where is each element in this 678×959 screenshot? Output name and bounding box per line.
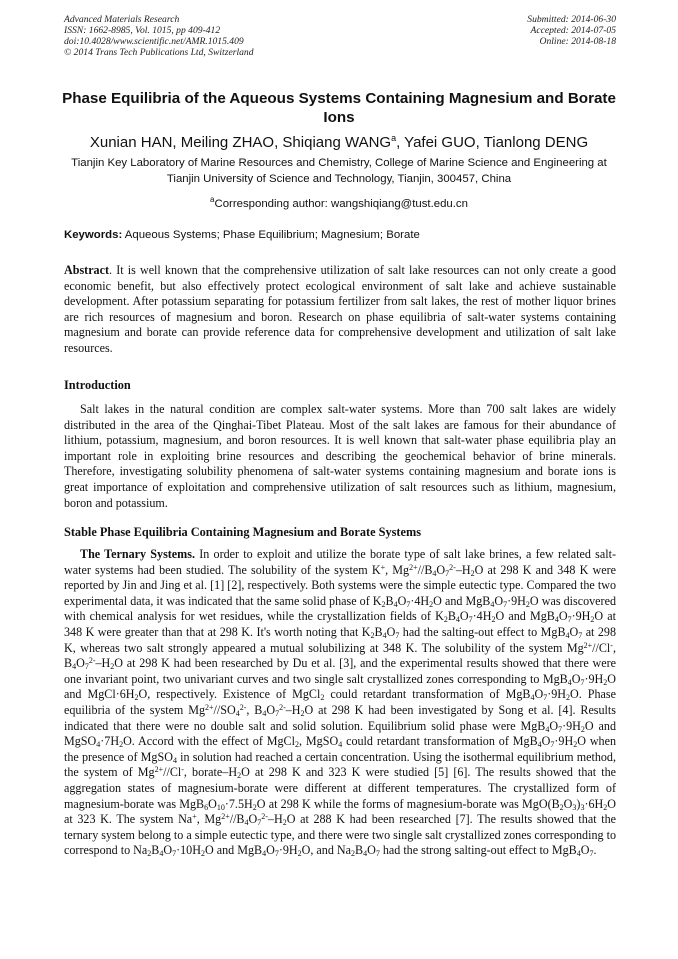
subscript: 7 <box>275 708 280 718</box>
text-run: O <box>563 796 573 811</box>
authors-before-mark: Xunian HAN, Meiling ZHAO, Shiqiang WANG <box>89 134 392 151</box>
text-run: ·4H <box>410 593 430 608</box>
superscript: 2+ <box>583 640 593 650</box>
keywords <box>64 228 616 242</box>
superscript: + <box>192 812 197 822</box>
subscript: 2 <box>295 740 299 750</box>
subscript: 7 <box>567 615 572 625</box>
text-run: O <box>367 843 376 858</box>
subscript: 4 <box>545 724 550 734</box>
text-run: ·4H <box>472 609 492 624</box>
subscript: 7 <box>580 677 585 687</box>
subscript: 7 <box>503 599 508 609</box>
text-run: ) <box>576 796 581 811</box>
accepted-date: Accepted: 2014-07-05 <box>530 25 616 36</box>
text-run: , Mg <box>385 562 410 577</box>
text-run: O <box>494 593 504 608</box>
subscript: 10 <box>216 802 225 812</box>
text-run: had the strong salting-out effect to MgB <box>379 843 577 858</box>
text-run: O at 298 K and 348 K were reported by Jin and Jing et al. [1] [2], respectively. Both systems were the simple eutectic type. Compared the two experimental data, it was indicated that the same solid phase of K <box>64 562 616 608</box>
abstract-text: . It is well known that the comprehensive utilization of salt lake resources can not only create a good economic benefit, but also effectively protect ecological environment of salt lake and achieve sustainable development. After potassium separating for potassium fertilizer from salt lakes, the rest of mother liquor brines are rich resources of magnesium and boron. Research on phase equilibria of salt-water systems containing magnesium and borate can provide reference data for comprehensive development and utilization of salt lake resources. <box>64 263 616 355</box>
text-run: , MgSO <box>299 734 339 749</box>
subscript: 2 <box>525 599 530 609</box>
text-run: B <box>447 609 456 624</box>
subscript: 4 <box>96 740 101 750</box>
subscript: 2 <box>297 849 302 859</box>
subscript: 2 <box>282 818 287 828</box>
ternary-body <box>64 547 616 857</box>
subscript: 7 <box>558 724 563 734</box>
text-run: O <box>386 624 396 639</box>
text-run: ·9H <box>562 718 581 733</box>
subscript: 7 <box>550 740 555 750</box>
text-run: O at 298 K had been researched by Du et al. [3], and the experimental results showed that there were one invariant point, two univariant curves and two single salt crystallized zones corresponding to MgB <box>64 656 616 686</box>
subscript: 4 <box>159 849 164 859</box>
text-run: ·9H <box>584 671 604 686</box>
text-run: O <box>266 843 275 858</box>
journal-name: Advanced Materials Research <box>64 14 180 25</box>
text-run: O <box>541 734 551 749</box>
paper-title: Phase Equilibria of the Aqueous Systems Containing Magnesium and Borate Ions <box>62 90 616 126</box>
subscript: 4 <box>382 630 387 640</box>
keywords-text: Aqueous Systems; Phase Equilibrium; Magnesium; Borate <box>124 229 420 241</box>
subscript: 4 <box>432 568 437 578</box>
abstract-label: Abstract <box>64 263 110 277</box>
superscript: 2- <box>239 702 247 712</box>
text-run: O <box>571 671 581 686</box>
text-run: –H <box>455 562 471 577</box>
text-run: . <box>593 843 597 858</box>
subscript: 7 <box>578 630 583 640</box>
subscript: 2 <box>580 724 585 734</box>
subscript: 4 <box>554 615 559 625</box>
text-run: O at 298 K and 323 K were studied [5] [6]. The results showed that the aggregation states of magnesium-borate were different at different temperatures. The crystallized form of magnesium-borate was MgB <box>64 765 617 811</box>
text-run: –H <box>267 812 283 827</box>
online-date: Online: 2014-08-18 <box>539 36 616 47</box>
text-run: O <box>248 812 258 827</box>
superscript: - <box>181 765 184 775</box>
text-run: O at 298 K while the forms of magnesium-borate was MgO(B <box>256 796 560 811</box>
text-run: , borate–H <box>183 765 238 780</box>
text-run: O and MgB <box>495 609 555 624</box>
subscript: 4 <box>244 818 249 828</box>
subscript: 4 <box>172 755 177 765</box>
subscript: 7 <box>445 568 450 578</box>
introduction-heading: Introduction <box>64 378 131 392</box>
text-run: O. Phase equilibria of the system Mg <box>64 687 616 717</box>
text-run: , Mg <box>196 812 222 827</box>
text-run: O <box>76 656 85 671</box>
text-run: O and MgCl·6H <box>64 671 616 702</box>
subscript: 4 <box>262 849 267 859</box>
text-run: ·9H <box>507 593 526 608</box>
subscript: 2 <box>491 615 496 625</box>
subscript: 7 <box>274 849 279 859</box>
publication-dates <box>416 14 616 47</box>
author-affil-mark: a <box>391 133 397 143</box>
subscript: 2 <box>110 662 115 672</box>
text-run: //SO <box>213 702 236 717</box>
text-run: O <box>397 593 407 608</box>
introduction-paragraph: Salt lakes in the natural condition are complex salt-water systems. More than 700 salt lakes are widely distributed in the area of the Qinghai-Tibet Plateau. Most of the salt lakes are famous for their abundance of lithium, potassium, magnesium, and boron resources. It is well known that salt-water phase equilibria play an important role in exploiting brine resources and describing the geochemical behavior of brine minerals. Therefore, investigating solubility phenomena of salt-water systems containing magnesium and borate ions is great importance of exploitation and comprehensive utilization of salt resources such as lithium, magnesium, boron and potassium. <box>64 402 616 510</box>
subscript: 2 <box>320 693 325 703</box>
affiliation: Tianjin Key Laboratory of Marine Resources and Chemistry, College of Marine Science and Engineering at Tianjin University of Science and Technology, Tianjin, 300457, China <box>71 157 607 185</box>
text-run: O <box>558 609 568 624</box>
superscript: 2- <box>261 812 268 822</box>
superscript: 2+ <box>205 702 214 712</box>
text-run: In order to exploit and utilize the borate type of salt lake brines, a few related salt-water systems had been studied. The solubility of the system K <box>64 547 616 577</box>
subscript: 4 <box>363 849 368 859</box>
text-run: //Cl <box>163 765 182 780</box>
text-run: B <box>151 843 160 858</box>
corresponding-author <box>70 193 608 211</box>
text-run: , B <box>246 702 263 717</box>
text-run: O <box>549 718 559 733</box>
keywords-label: Keywords: <box>64 229 123 241</box>
subscript: 4 <box>72 662 77 672</box>
superscript: 2+ <box>154 765 164 775</box>
text-run: ·7H <box>100 734 120 749</box>
superscript: 2- <box>88 656 96 666</box>
text-run: ·6H <box>584 796 604 811</box>
subscript: 4 <box>338 740 343 750</box>
text-run: could retardant transformation of MgB <box>342 734 538 749</box>
text-run: O. Accord with the effect of MgCl <box>123 734 295 749</box>
text-run: O at 348 K were greater than that at 298 K. It's worth noting that K <box>64 609 616 639</box>
submitted-date: Submitted: 2014-06-30 <box>527 14 616 25</box>
subscript: 2 <box>252 802 257 812</box>
text-run: at 298 K, whereas two salt strongly appeared a mutual solubilizing at 348 K. The solubility of the system Mg <box>64 624 616 655</box>
text-run: O <box>459 609 469 624</box>
corresponding-email[interactable]: Corresponding author: wangshiqiang@tust.edu.cn <box>214 197 468 210</box>
subscript: 2 <box>566 693 570 703</box>
subscript: 7 <box>406 599 411 609</box>
subscript: 2 <box>300 708 305 718</box>
subscript: 7 <box>84 662 89 672</box>
subscript: 2 <box>559 802 564 812</box>
ternary-systems-paragraph <box>64 547 616 859</box>
section-heading-stable-phase: Stable Phase Equilibria Containing Magnesium and Borate Systems <box>64 525 421 539</box>
text-run: //B <box>229 812 245 827</box>
subscript: 2 <box>237 771 242 781</box>
subscript: 4 <box>262 708 267 718</box>
subscript: 2 <box>200 849 205 859</box>
subscript: 2 <box>590 615 595 625</box>
subscript: 4 <box>393 599 398 609</box>
abstract <box>64 263 616 357</box>
text-run: O at 288 K had been researched [7]. The results showed that the ternary system belong to a simple eutectic type, and there were two single salt crystallized zones corresponding to correspond to Na <box>64 812 616 858</box>
subscript: 2 <box>470 568 475 578</box>
superscript: 2+ <box>409 562 418 572</box>
text-run: O, respectively. Existence of MgCl <box>138 687 321 702</box>
text-run: O and MgB <box>433 593 491 608</box>
subscript: 2 <box>147 849 152 859</box>
subscript: 2 <box>429 599 434 609</box>
superscript: - <box>610 640 613 650</box>
text-run: ·10H <box>176 843 201 858</box>
text-run: , B <box>64 640 616 671</box>
text-run: B <box>385 593 394 608</box>
superscript: 2- <box>449 562 456 572</box>
text-run: O and MgB <box>204 843 263 858</box>
subscript: 2 <box>573 740 578 750</box>
subscript: 4 <box>235 708 240 718</box>
text-run: B <box>355 843 364 858</box>
text-run: O <box>266 702 276 717</box>
subscript: 6 <box>204 802 209 812</box>
issn-line: ISSN: 1662-8985, Vol. 1015, pp 409-412 <box>64 25 221 36</box>
subscript: 7 <box>172 849 177 859</box>
subscript: 7 <box>468 615 473 625</box>
text-run: ·9H <box>554 734 574 749</box>
superscript: 2+ <box>221 812 230 822</box>
subscript: 2 <box>603 677 608 687</box>
subscript: 4 <box>490 599 495 609</box>
text-run: O <box>580 843 590 858</box>
subscript: 4 <box>537 740 542 750</box>
text-run: had the salting-out effect to MgB <box>399 624 566 639</box>
superscript: + <box>380 562 386 572</box>
superscript: 2- <box>279 702 286 712</box>
ternary-subheading: The Ternary Systems. <box>80 547 195 561</box>
text-run: O, and Na <box>301 843 351 858</box>
subscript: 7 <box>375 849 380 859</box>
text-run: O <box>163 843 173 858</box>
subscript: 7 <box>395 630 400 640</box>
text-run: –H <box>95 656 111 671</box>
subscript: 2 <box>119 740 124 750</box>
text-run: B <box>374 624 383 639</box>
subscript: 2 <box>381 599 386 609</box>
subscript: 4 <box>455 615 460 625</box>
subscript: 4 <box>565 630 570 640</box>
text-run: O and MgSO <box>64 718 616 749</box>
text-run: O at 298 K had been investigated by Song et al. [4]. Results indicated that there were no double salt and solid solution. Equilibrium solid phase were MgB <box>64 702 616 733</box>
subscript: 4 <box>530 693 535 703</box>
text-run: O when the presence of MgSO <box>64 734 617 764</box>
text-run: –H <box>285 702 301 717</box>
subscript: 4 <box>576 849 581 859</box>
text-run: in solution had reached a certain concentration. Using the isothermal equilibrium method, the system of Mg <box>64 749 617 780</box>
text-run: O at 323 K. The system Na <box>64 796 616 827</box>
subscript: 7 <box>543 693 548 703</box>
subscript: 7 <box>257 818 262 828</box>
doi-line[interactable]: doi:10.4028/www.scientific.net/AMR.1015.409 <box>64 36 244 47</box>
text-run: ·7.5H <box>224 796 253 811</box>
subscript: 3 <box>572 802 577 812</box>
text-run: O <box>569 624 579 639</box>
text-run: ·9H <box>571 609 591 624</box>
text-run: O <box>436 562 446 577</box>
subscript: 2 <box>134 693 139 703</box>
text-run: O <box>208 796 217 811</box>
text-run: O was discovered with chemical analysis for wet residues, while the crystallization fields of K <box>64 593 616 624</box>
authors-after-mark: , Yafei GUO, Tianlong DENG <box>396 134 589 151</box>
text-run: //Cl <box>592 640 611 655</box>
text-run: //B <box>417 562 433 577</box>
author-list <box>40 129 638 152</box>
text-run: ·9H <box>278 843 298 858</box>
text-run: ·9H <box>547 687 566 702</box>
subscript: 4 <box>567 677 572 687</box>
publication-info <box>64 14 394 58</box>
copyright-line: © 2014 Trans Tech Publications Ltd, Switzerland <box>64 47 254 58</box>
corresponding-mark: a <box>210 195 215 204</box>
subscript: 2 <box>603 802 608 812</box>
text-run: could retardant transformation of MgB <box>324 687 531 702</box>
subscript: 2 <box>351 849 355 859</box>
subscript: 7 <box>589 849 594 859</box>
subscript: 3 <box>580 802 585 812</box>
text-run: O <box>534 687 544 702</box>
subscript: 2 <box>443 615 448 625</box>
subscript: 2 <box>370 630 375 640</box>
